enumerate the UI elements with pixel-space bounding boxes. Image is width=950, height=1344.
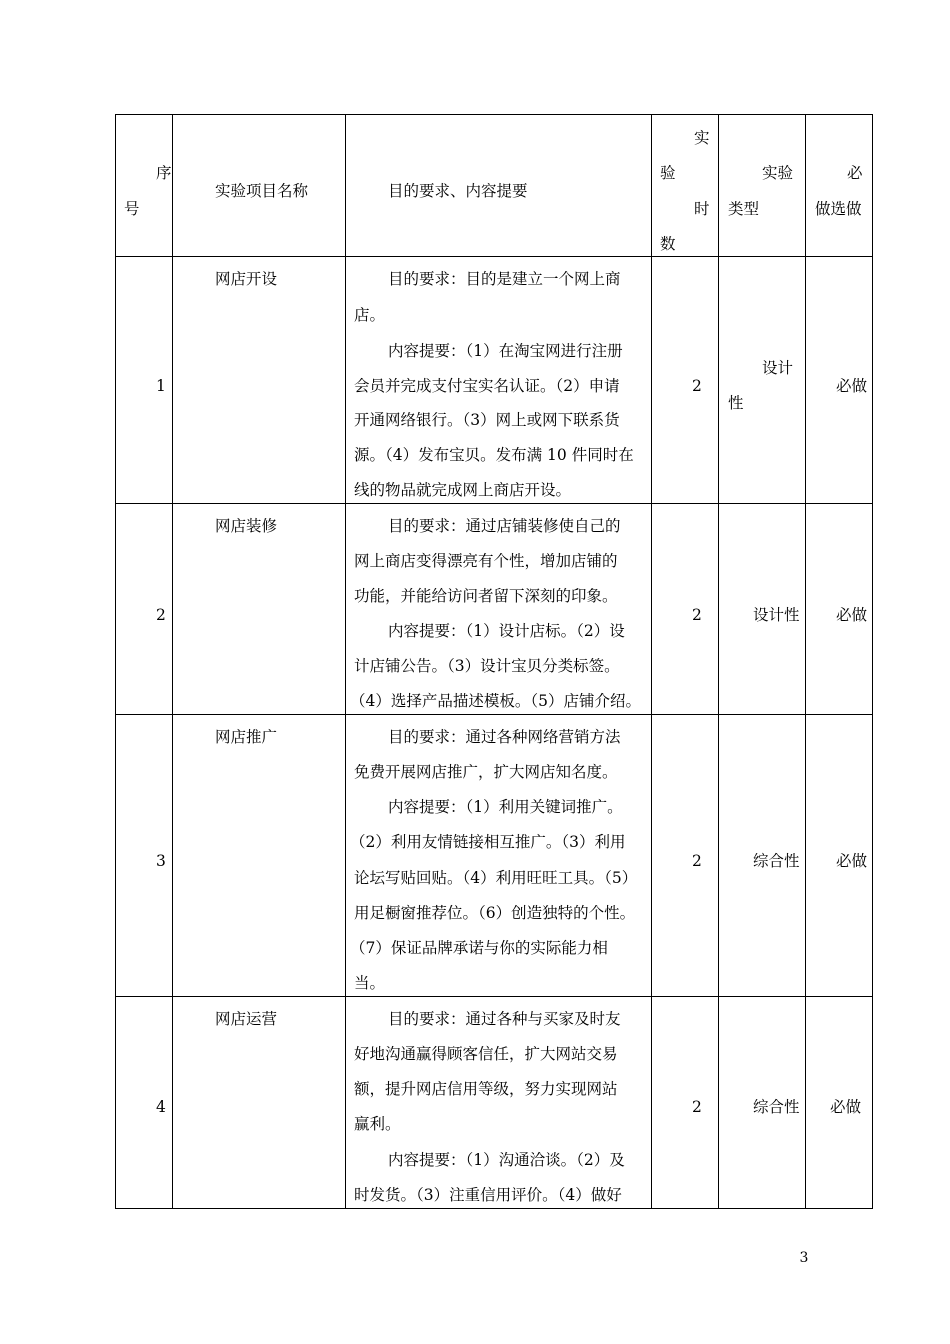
row-divider (115, 714, 873, 715)
page-number: 3 (799, 1250, 809, 1266)
row-content-line: 好地沟通赢得顾客信任，扩大网站交易 (354, 1045, 618, 1063)
row-content-line: （2）利用友情链接相互推广。（3）利用 (350, 833, 626, 851)
col-divider (805, 114, 806, 1209)
row-content-line: 目的要求：通过各种与买家及时友 (388, 1010, 621, 1028)
header-content: 目的要求、内容提要 (388, 182, 528, 200)
row-name: 网店装修 (215, 517, 278, 535)
row-content-line: 网上商店变得漂亮有个性，增加店铺的 (354, 552, 618, 570)
row-seq: 4 (156, 1098, 166, 1116)
row-type: 综合性 (753, 852, 800, 870)
row-content-line: 内容提要：（1）设计店标。（2）设 (388, 622, 625, 640)
row-required: 必做 (836, 377, 868, 395)
row-content-line: 内容提要：（1）沟通洽谈。（2）及 (388, 1151, 625, 1169)
row-content-line: 额，提升网店信用等级，努力实现网站 (354, 1080, 618, 1098)
row-content-line: 用足橱窗推荐位。（6）创造独特的个性。 (354, 904, 636, 922)
row-content-line: 免费开展网店推广，扩大网店知名度。 (354, 763, 618, 781)
row-content-line: 线的物品就完成网上商店开设。 (354, 481, 572, 499)
row-type: 设计 (762, 359, 794, 377)
row-divider (115, 996, 873, 997)
row-divider (115, 256, 873, 257)
row-type: 设计性 (753, 606, 800, 624)
header-required: 做选做 (815, 200, 862, 218)
row-seq: 1 (156, 377, 166, 395)
header-seq: 号 (124, 200, 140, 218)
row-content-line: 源。（4）发布宝贝。发布满 10 件同时在 (354, 446, 634, 464)
row-hours: 2 (692, 1098, 702, 1116)
row-content-line: 赢利。 (354, 1115, 401, 1133)
col-divider (651, 114, 652, 1209)
row-content-line: （7）保证品牌承诺与你的实际能力相 (350, 939, 608, 957)
row-content-line: 时发货。（3）注重信用评价。（4）做好 (354, 1186, 622, 1204)
row-content-line: 开通网络银行。（3）网上或网下联系货 (354, 411, 620, 429)
row-content-line: 内容提要：（1）在淘宝网进行注册 (388, 342, 623, 360)
row-name: 网店推广 (215, 728, 278, 746)
header-type: 实验 (762, 164, 794, 182)
header-type: 类型 (728, 200, 760, 218)
row-content-line: 目的要求：通过各种网络营销方法 (388, 728, 621, 746)
col-divider (718, 114, 719, 1209)
col-divider (345, 114, 346, 1209)
row-divider (115, 503, 873, 504)
row-type: 综合性 (753, 1098, 800, 1116)
row-content-line: 功能，并能给访问者留下深刻的印象。 (354, 587, 618, 605)
row-content-line: 论坛写贴回贴。（4）利用旺旺工具。（5） (354, 869, 638, 887)
row-required: 必做 (836, 852, 868, 870)
row-type: 性 (728, 394, 744, 412)
header-seq: 序 (156, 164, 172, 182)
row-content-line: 目的要求：通过店铺装修使自己的 (388, 517, 621, 535)
row-seq: 3 (156, 852, 166, 870)
row-content-line: （4）选择产品描述模板。（5）店铺介绍。 (350, 692, 641, 710)
row-name: 网店开设 (215, 270, 278, 288)
row-content-line: 当。 (354, 974, 386, 992)
row-name: 网店运营 (215, 1010, 278, 1028)
row-content-line: 内容提要：（1）利用关键词推广。 (388, 798, 623, 816)
header-hours: 验 (660, 164, 676, 182)
row-required: 必做 (836, 606, 868, 624)
row-hours: 2 (692, 377, 702, 395)
header-required: 必 (847, 164, 863, 182)
col-divider (172, 114, 173, 1209)
header-name: 实验项目名称 (215, 182, 309, 200)
header-hours: 实 (694, 129, 710, 147)
row-required: 必做 (830, 1098, 862, 1116)
header-hours: 时 (694, 200, 710, 218)
row-content-line: 会员并完成支付宝实名认证。（2）申请 (354, 377, 620, 395)
row-seq: 2 (156, 606, 166, 624)
row-content-line: 店。 (354, 306, 386, 324)
row-content-line: 目的要求：目的是建立一个网上商 (388, 270, 621, 288)
header-hours: 数 (660, 235, 676, 253)
row-content-line: 计店铺公告。（3）设计宝贝分类标签。 (354, 657, 620, 675)
row-hours: 2 (692, 852, 702, 870)
row-hours: 2 (692, 606, 702, 624)
